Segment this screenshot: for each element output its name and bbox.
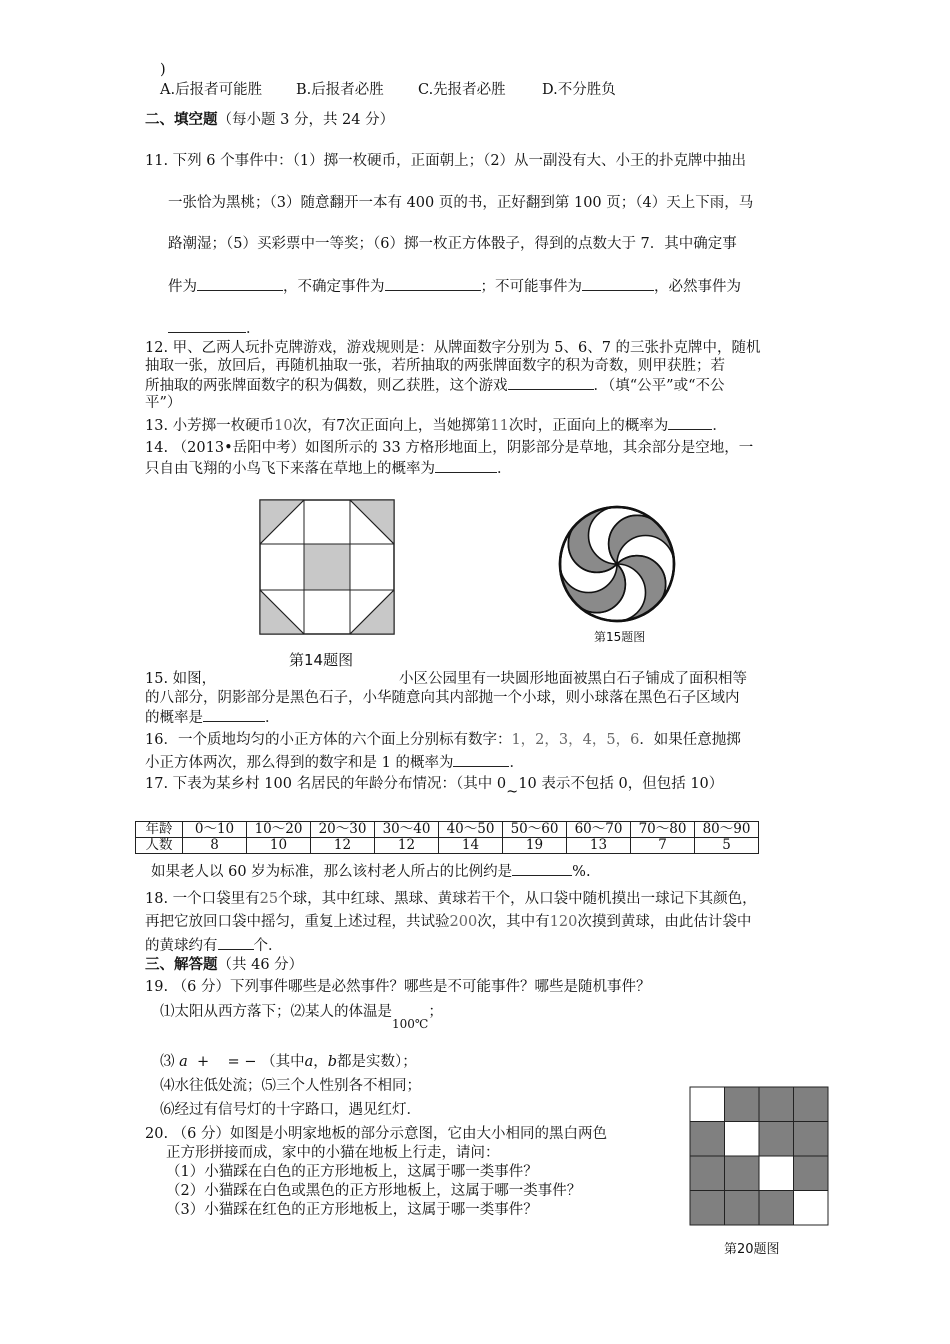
q11-line4-c: ；不可能事件为 [480,279,582,295]
table-cell: 40～50 [439,822,503,838]
section3-title: 三、解答题 [145,956,218,973]
table-cell: 14 [439,838,503,854]
q18-line1-b: 个球，其中红球、黑球、黄球若干个，从口袋中随机摸出一球记下其颜色， [278,891,757,907]
section2-note: （每小题 3 分，共 24 分） [217,112,395,128]
table-cell: 19 [503,838,567,854]
q12-line4: 平”） [145,395,182,411]
white-tile [759,1156,794,1191]
q18-line1-a: 18. 一个口袋里有 [145,891,260,907]
q13-n2: 11 [490,418,509,434]
q18-n1: 25 [259,891,279,907]
q17-line1-b: 10 表示不包括 0，但包括 10） [518,776,724,792]
white-tile [690,1087,725,1122]
q14-line2 [145,458,512,479]
q11-blank-certain[interactable] [197,276,283,291]
black-tile [725,1087,760,1122]
q15-blank[interactable] [203,707,265,722]
q16-line1-a: 16．一个质地均匀的小正方体的六个面上分别标有数字： [145,732,512,748]
q14-line2-a: 只自由飞翔的小鸟飞下来落在草地上的概率为 [145,461,435,477]
table-row [136,838,759,854]
q16-line2-b: ． [509,755,524,771]
q15-line1-b: 小区公园里有一块圆形地面被黑白石子铺成了面积相等 [399,671,747,687]
figure-15-caption: 第15题图 [594,630,646,644]
q13-n1: 10 [274,418,293,434]
table-cell: 10 [247,838,311,854]
q16-line1 [145,730,741,750]
q19-item3-a: ⑶ [160,1054,175,1070]
q15-line3 [145,707,280,728]
q19-item3-c: 都是实数）； [337,1054,417,1070]
q19-item4: ⑷水往低处流；⑸三个人性别各不相同； [160,1078,421,1094]
q11-line4-d: ，必然事件为 [654,279,741,295]
section3-heading [145,955,303,975]
q14-line2-b: ． [497,461,512,477]
table-head-age: 年龄 [136,822,183,838]
q19-item1-text: ⑴太阳从西方落下；⑵某人的体温是 [160,1004,392,1020]
age-distribution-table [135,821,759,854]
q18-line3-b: 个． [253,938,283,954]
q11-blank-inevitable[interactable] [168,318,246,333]
black-tile [794,1156,829,1191]
q19-item1 [160,1002,443,1031]
black-tile [794,1122,829,1157]
white-tile [725,1122,760,1157]
q13-a: 13. 小芳掷一枚硬币 [145,418,275,434]
q12-line3-a: 所抽取的两张牌面数字的积为偶数，则乙获胜，这个游戏 [145,378,508,394]
q17-line3-b: %. [572,864,591,880]
q18-line2 [145,912,751,932]
q11-line4-b: ，不确定事件为 [283,279,385,295]
q11-line4-a: 件为 [168,279,197,295]
black-tile [725,1191,760,1226]
q11-line3: 路潮湿；（5）买彩票中一等奖；（6）掷一枚正方体骰子，得到的点数大于 7．其中确定事 [168,236,737,252]
q17-line1 [145,774,724,800]
q18-n2: 200 [449,914,478,930]
q13-line [145,415,727,436]
q19-comma: ， [313,1054,328,1070]
table-cell: 30～40 [375,822,439,838]
table-cell: 0～10 [183,822,247,838]
q19-item3-b: （其中 [261,1054,305,1070]
q19-line1: 19. （6 分）下列事件哪些是必然事件？哪些是不可能事件？哪些是随机事件？ [145,979,651,995]
q18-line3 [145,935,283,956]
figure-14-caption: 第14题图 [289,651,354,669]
black-tile [690,1156,725,1191]
q17-line1-a: 17. 下表为某乡村 100 名居民的年龄分布情况：（其中 0 [145,776,507,792]
section2-title: 二、填空题 [145,111,218,128]
q20-sub2: （2）小猫踩在白色或黑色的正方形地板上，这属于哪一类事件？ [166,1183,582,1199]
q18-line3-a: 的黄球约有 [145,938,218,954]
q12-line2: 抽取一张，放回后，再随机抽取一张，若所抽取的两张牌面数字的积为奇数，则甲获胜；若 [145,358,725,374]
q17-tilde: ~ [506,784,519,800]
black-tile [690,1191,725,1226]
q17-line3 [151,861,591,882]
table-head-count: 人数 [136,838,183,854]
q15-line3-b: ． [265,710,280,726]
table-cell: 5 [695,838,759,854]
q20-line1: 20. （6 分）如图是小明家地板的部分示意图，它由大小相同的黑白两色 [145,1126,608,1142]
q13-d: ． [712,418,727,434]
q20-sub1: （1）小猫踩在白色的正方形地板上，这属于哪一类事件？ [166,1164,538,1180]
q18-line2-c: 次摸到黄球，由此估计袋中 [577,914,752,930]
table-cell: 12 [375,838,439,854]
q11-blank-impossible[interactable] [582,276,654,291]
q20-line2: 正方形拼接而成，家中的小猫在地板上行走，请问： [166,1145,500,1161]
black-tile [794,1087,829,1122]
black-tile [759,1087,794,1122]
table-cell: 8 [183,838,247,854]
black-tile [759,1191,794,1226]
q19-formula: a + = − [179,1054,257,1070]
figure-15-circle [558,505,676,623]
q15-line2: 的八部分，阴影部分是黑色石子，小华随意向其内部抛一个小球，则小球落在黑色石子区域内 [145,690,740,706]
q19-var-b: b [327,1054,338,1070]
q18-line1 [145,889,757,909]
q11-line2: 一张恰为黑桃；（3）随意翻开一本有 400 页的书，正好翻到第 100 页；（4）天上下雨，马 [168,195,754,211]
black-tile [759,1122,794,1157]
q14-line1: 14. （2013•岳阳中考）如图所示的 33 方格形地面上，阴影部分是草地，其余部分是空地，一 [145,440,754,456]
q13-b: 次，有7次正面向上，当她掷第 [292,418,491,434]
black-tile [690,1122,725,1157]
q11-line5-end: ． [246,321,261,337]
table-cell: 50～60 [503,822,567,838]
q19-item3 [160,1052,417,1072]
q17-line3-a: 如果老人以 60 岁为标准，那么该村老人所占的比例约是 [151,864,513,880]
q12-line3 [145,375,725,396]
q16-line2 [145,752,524,773]
q10-option-d: D.不分胜负 [542,82,616,98]
figure-20-caption: 第20题图 [724,1242,780,1257]
q12-blank[interactable] [508,375,594,390]
q15-line3-a: 的概率是 [145,710,203,726]
table-cell: 70～80 [631,822,695,838]
q10-paren: ) [160,62,166,78]
table-row [136,822,759,838]
q12-line3-b: ．（填“公平”或“不公 [593,378,725,394]
q19-item1-end: ； [428,1004,443,1020]
q19-var-a: a [304,1054,314,1070]
table-cell: 12 [311,838,375,854]
q15-line1-a: 15. 如图， [145,671,217,687]
table-cell: 10～20 [247,822,311,838]
q19-temp: 100℃ [392,1017,429,1031]
figure-14-grid [258,498,396,636]
q13-blank[interactable] [668,415,712,430]
q11-blank-uncertain[interactable] [385,276,481,291]
section2-heading [145,110,394,130]
q18-blank[interactable] [218,935,254,950]
q16-line1-b: ．如果任意抛掷 [639,732,741,748]
black-tile [725,1156,760,1191]
table-cell: 20～30 [311,822,375,838]
section3-note: （共 46 分） [217,957,304,973]
table-cell: 80～90 [695,822,759,838]
q10-option-a: A.后报者可能胜 [160,82,263,98]
table-cell: 13 [567,838,631,854]
q14-blank[interactable] [435,458,497,473]
q18-line2-a: 再把它放回口袋中摇匀，重复上述过程，共试验 [145,914,450,930]
figure-20-floor [689,1086,830,1227]
q20-sub3: （3）小猫踩在红色的正方形地板上，这属于哪一类事件？ [166,1202,538,1218]
table-cell: 7 [631,838,695,854]
q10-option-b: B.后报者必胜 [296,82,384,98]
q13-c: 次时，正面向上的概率为 [508,418,669,434]
q11-line1: 11. 下列 6 个事件中：（1）掷一枚硬币，正面朝上；（2）从一副没有大、小王的扑克牌中抽出 [145,153,747,169]
q19-item6: ⑹经过有信号灯的十字路口，遇见红灯． [160,1102,421,1118]
table-cell: 60～70 [567,822,631,838]
q18-n3: 120 [549,914,578,930]
q16-numbers: 1，2，3，4，5，6 [511,732,640,748]
q11-line5 [168,318,261,339]
q16-blank[interactable] [453,752,509,767]
q16-line2-a: 小正方体两次，那么得到的数字和是 1 的概率为 [145,755,454,771]
q12-line1: 12. 甲、乙两人玩扑克牌游戏，游戏规则是：从牌面数字分别为 5、6、7 的三张扑克牌中，随机 [145,340,761,356]
q11-line4 [168,276,741,297]
q10-option-c: C.先报者必胜 [418,82,506,98]
white-tile [794,1191,829,1226]
q17-blank[interactable] [512,861,572,876]
q18-line2-b: 次，其中有 [477,914,550,930]
